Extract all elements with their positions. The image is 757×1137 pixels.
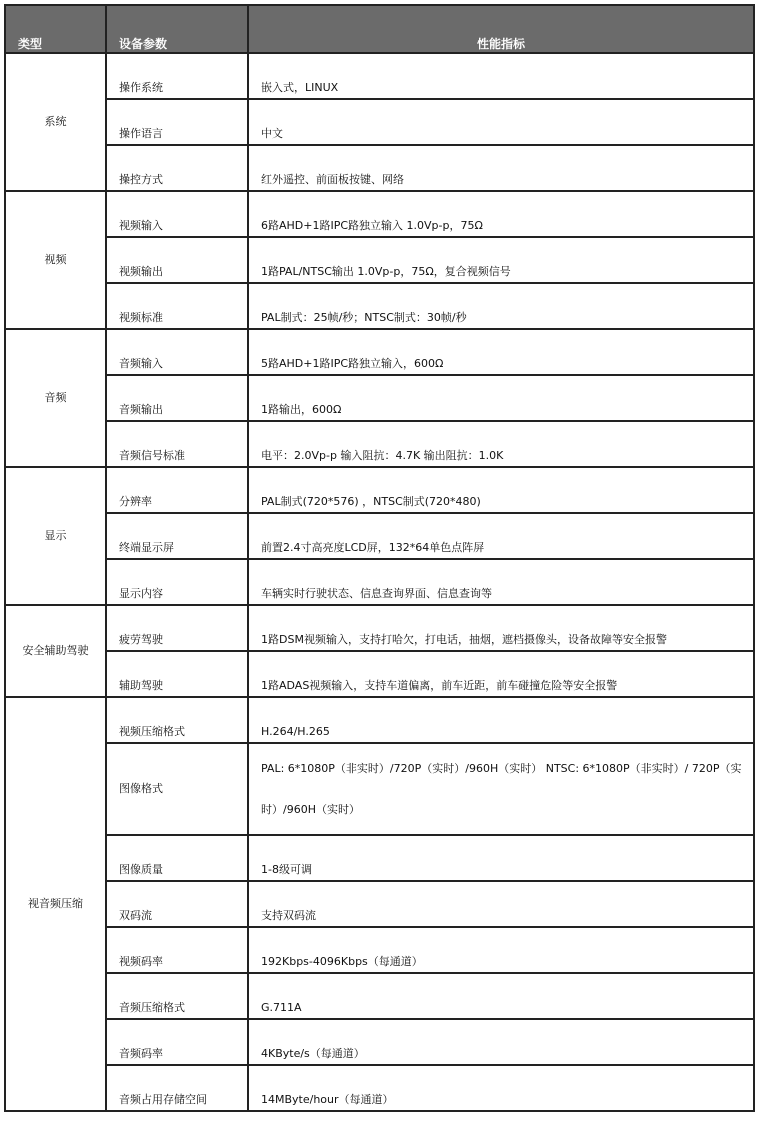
value-cell: 6路AHD+1路IPC路独立输入 1.0Vp-p，75Ω — [248, 191, 754, 237]
value-text: PAL: 6*1080P（非实时）/720P（实时）/960H（实时） NTSC: 6*1080P（非实时）/ 720P（实时）/960H（实时） — [261, 762, 742, 816]
table-row — [5, 927, 754, 973]
param-cell: 视频码率 — [106, 927, 248, 973]
table-row — [5, 651, 754, 697]
table-row — [5, 605, 754, 651]
table-row — [5, 329, 754, 375]
value-cell: 中文 — [248, 99, 754, 145]
param-cell: 双码流 — [106, 881, 248, 927]
value-cell: H.264/H.265 — [248, 697, 754, 743]
value-cell: PAL制式：25帧/秒；NTSC制式：30帧/秒 — [248, 283, 754, 329]
table-row — [5, 1019, 754, 1065]
table-row — [5, 99, 754, 145]
value-cell: 1路输出，600Ω — [248, 375, 754, 421]
param-cell: 分辨率 — [106, 467, 248, 513]
category-cell: 显示 — [5, 467, 106, 605]
value-cell: 电平：2.0Vp-p 输入阻抗：4.7K 输出阻抗：1.0K — [248, 421, 754, 467]
table-row — [5, 467, 754, 513]
param-cell: 操作系统 — [106, 53, 248, 99]
value-cell: 1路PAL/NTSC输出 1.0Vp-p，75Ω，复合视频信号 — [248, 237, 754, 283]
value-cell: 1-8级可调 — [248, 835, 754, 881]
table-row — [5, 973, 754, 1019]
table-row — [5, 881, 754, 927]
value-cell: 5路AHD+1路IPC路独立输入，600Ω — [248, 329, 754, 375]
header-param: 设备参数 — [106, 5, 248, 53]
param-cell: 视频输入 — [106, 191, 248, 237]
table-row — [5, 559, 754, 605]
param-cell: 疲劳驾驶 — [106, 605, 248, 651]
param-cell: 音频输入 — [106, 329, 248, 375]
spec-table — [4, 4, 755, 1112]
table-row — [5, 835, 754, 881]
table-row — [5, 191, 754, 237]
value-cell: 1路DSM视频输入，支持打哈欠，打电话，抽烟，遮档摄像头，设备故障等安全报警 — [248, 605, 754, 651]
value-cell: 前置2.4寸高亮度LCD屏，132*64单色点阵屏 — [248, 513, 754, 559]
value-cell: 支持双码流 — [248, 881, 754, 927]
header-spec: 性能指标 — [248, 5, 754, 53]
param-cell: 音频输出 — [106, 375, 248, 421]
param-cell: 图像格式 — [106, 743, 248, 835]
value-cell — [248, 743, 754, 835]
value-cell: 14MByte/hour（每通道） — [248, 1065, 754, 1111]
param-cell: 视频压缩格式 — [106, 697, 248, 743]
table-row — [5, 743, 754, 835]
value-cell: 嵌入式，LINUX — [248, 53, 754, 99]
param-cell: 终端显示屏 — [106, 513, 248, 559]
table-row — [5, 145, 754, 191]
table-row — [5, 513, 754, 559]
table-row — [5, 375, 754, 421]
table-row — [5, 421, 754, 467]
param-cell: 视频输出 — [106, 237, 248, 283]
header-row — [5, 5, 754, 53]
param-cell: 辅助驾驶 — [106, 651, 248, 697]
table-row — [5, 1065, 754, 1111]
param-cell: 音频码率 — [106, 1019, 248, 1065]
param-cell: 显示内容 — [106, 559, 248, 605]
table-row — [5, 237, 754, 283]
param-cell: 音频占用存储空间 — [106, 1065, 248, 1111]
table-row — [5, 53, 754, 99]
value-cell: G.711A — [248, 973, 754, 1019]
param-cell: 音频信号标准 — [106, 421, 248, 467]
value-cell: 车辆实时行驶状态、信息查询界面、信息查询等 — [248, 559, 754, 605]
value-cell: 4KByte/s（每通道） — [248, 1019, 754, 1065]
param-cell: 视频标准 — [106, 283, 248, 329]
value-cell: PAL制式(720*576) ，NTSC制式(720*480) — [248, 467, 754, 513]
param-cell: 音频压缩格式 — [106, 973, 248, 1019]
table-row — [5, 283, 754, 329]
value-cell: 192Kbps-4096Kbps（每通道） — [248, 927, 754, 973]
category-cell: 系统 — [5, 53, 106, 191]
category-cell: 音频 — [5, 329, 106, 467]
param-cell: 图像质量 — [106, 835, 248, 881]
category-cell: 视频 — [5, 191, 106, 329]
table-row — [5, 697, 754, 743]
value-cell: 红外遥控、前面板按键、网络 — [248, 145, 754, 191]
category-cell: 安全辅助驾驶 — [5, 605, 106, 697]
value-cell: 1路ADAS视频输入，支持车道偏离，前车近距，前车碰撞危险等安全报警 — [248, 651, 754, 697]
header-type: 类型 — [5, 5, 106, 53]
category-cell: 视音频压缩 — [5, 697, 106, 1111]
param-cell: 操作语言 — [106, 99, 248, 145]
param-cell: 操控方式 — [106, 145, 248, 191]
